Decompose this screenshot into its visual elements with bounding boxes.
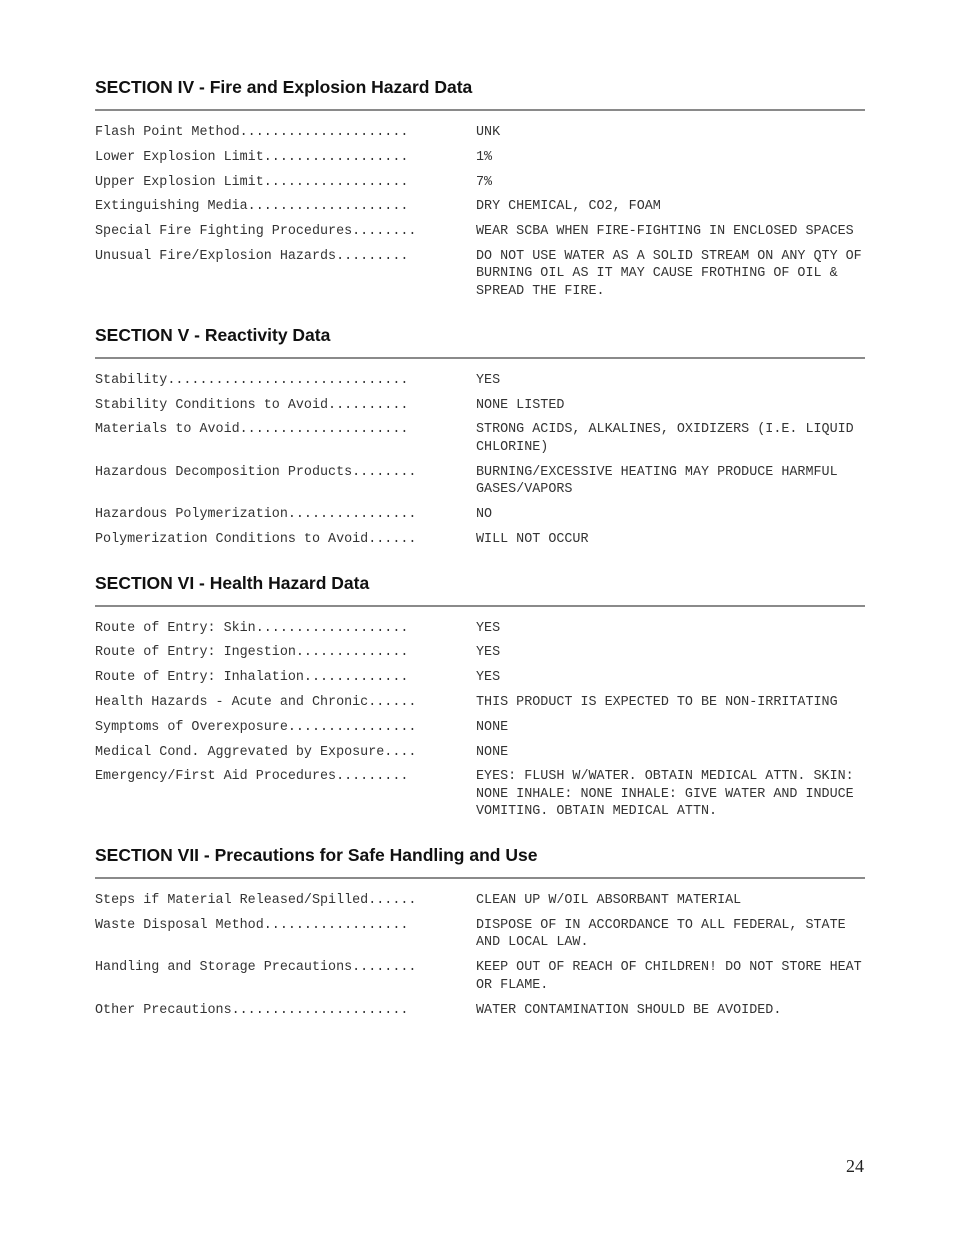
data-row [95, 464, 865, 499]
row-label: Emergency/First Aid Procedures......... [95, 769, 409, 785]
section-divider [95, 605, 865, 607]
data-row [95, 892, 865, 910]
row-label: Route of Entry: Inhalation............. [95, 670, 409, 686]
row-label: Route of Entry: Skin................... [95, 620, 409, 636]
row-label: Stability Conditions to Avoid.......... [95, 397, 409, 413]
row-value: WATER CONTAMINATION SHOULD BE AVOIDED. [476, 1002, 782, 1018]
row-label: Stability.............................. [95, 372, 409, 388]
data-row [95, 421, 865, 456]
row-value: CLEAN UP W/OIL ABSORBANT MATERIAL [476, 893, 742, 909]
row-value: WILL NOT OCCUR [476, 531, 589, 547]
row-value: YES [476, 645, 501, 661]
row-value: YES [476, 670, 501, 686]
section-title: SECTION IV - Fire and Explosion Hazard Data [95, 77, 473, 97]
row-value: DISPOSE OF IN ACCORDANCE TO ALL FEDERAL, STATE AND LOCAL LAW. [476, 917, 846, 951]
row-value: THIS PRODUCT IS EXPECTED TO BE NON-IRRITATING [476, 694, 838, 710]
data-row [95, 744, 865, 762]
data-row [95, 620, 865, 638]
data-row [95, 397, 865, 415]
data-row [95, 694, 865, 712]
row-label: Hazardous Polymerization................ [95, 506, 417, 522]
section-health-hazard [95, 572, 865, 845]
row-value: DRY CHEMICAL, CO2, FOAM [476, 199, 661, 215]
data-row [95, 644, 865, 662]
data-row [95, 917, 865, 952]
row-label: Handling and Storage Precautions........ [95, 960, 417, 976]
row-value: BURNING/EXCESSIVE HEATING MAY PRODUCE HARMFUL GASES/VAPORS [476, 464, 838, 498]
data-row [95, 198, 865, 216]
row-label: Medical Cond. Aggrevated by Exposure.... [95, 744, 417, 760]
section-divider [95, 109, 865, 111]
data-row [95, 719, 865, 737]
row-label: Symptoms of Overexposure................ [95, 719, 417, 735]
data-row [95, 223, 865, 241]
section-title: SECTION VI - Health Hazard Data [95, 572, 370, 593]
row-value: KEEP OUT OF REACH OF CHILDREN! DO NOT STORE HEAT OR FLAME. [476, 960, 862, 993]
row-label: Polymerization Conditions to Avoid...... [95, 531, 417, 547]
section-title: SECTION V - Reactivity Data [95, 324, 331, 345]
section-title: SECTION VII - Precautions for Safe Handling and Use [95, 845, 538, 866]
data-row [95, 174, 865, 192]
row-label: Upper Explosion Limit.................. [95, 174, 409, 190]
row-value: YES [476, 372, 501, 388]
row-label: Flash Point Method..................... [95, 125, 409, 140]
row-label: Hazardous Decomposition Products........ [95, 464, 417, 480]
row-value: DO NOT USE WATER AS A SOLID STREAM ON ANY QTY OF BURNING OIL AS IT MAY CAUSE FROTHING OF OIL & SPREAD THE FIRE. [476, 248, 862, 299]
row-label: Health Hazards - Acute and Chronic...... [95, 694, 417, 710]
section-reactivity [95, 324, 865, 572]
row-label: Steps if Material Released/Spilled...... [95, 893, 417, 909]
row-label: Special Fire Fighting Procedures........ [95, 224, 417, 240]
row-value: YES [476, 620, 501, 636]
row-label: Extinguishing Media.................... [95, 199, 409, 215]
row-value: STRONG ACIDS, ALKALINES, OXIDIZERS (I.E. LIQUID CHLORINE) [476, 422, 854, 455]
row-label: Lower Explosion Limit.................. [95, 149, 409, 165]
row-value: EYES: FLUSH W/WATER. OBTAIN MEDICAL ATTN. SKIN: NONE INHALE: NONE INHALE: GIVE WATER AND INDUCE VOMITING. OBTAIN MEDICAL ATTN. [476, 769, 854, 820]
data-row [95, 124, 865, 142]
row-value: NO [476, 506, 493, 522]
section-divider [95, 357, 865, 359]
section-precautions [95, 844, 865, 1019]
row-label: Other Precautions...................... [95, 1002, 409, 1018]
row-label: Materials to Avoid..................... [95, 422, 409, 438]
data-row [95, 372, 865, 390]
row-value: 1% [476, 149, 493, 165]
data-row [95, 149, 865, 167]
row-label: Route of Entry: Ingestion.............. [95, 645, 409, 661]
section-fire-explosion [95, 76, 865, 324]
data-row [95, 506, 865, 524]
row-value: UNK [476, 125, 501, 140]
data-row [95, 531, 865, 549]
row-label: Waste Disposal Method.................. [95, 917, 409, 933]
row-value: NONE [476, 719, 509, 735]
row-value: NONE LISTED [476, 397, 565, 413]
data-row [95, 768, 865, 821]
section-divider [95, 877, 865, 879]
row-value: 7% [476, 174, 493, 190]
data-row [95, 669, 865, 687]
row-value: WEAR SCBA WHEN FIRE-FIGHTING IN ENCLOSED SPACES [476, 224, 854, 240]
data-row [95, 959, 865, 994]
page-number: 24 [846, 1156, 864, 1176]
document-body [95, 76, 865, 1026]
data-row [95, 248, 865, 301]
row-value: NONE [476, 744, 509, 760]
data-row [95, 1002, 865, 1020]
row-label: Unusual Fire/Explosion Hazards......... [95, 248, 409, 264]
